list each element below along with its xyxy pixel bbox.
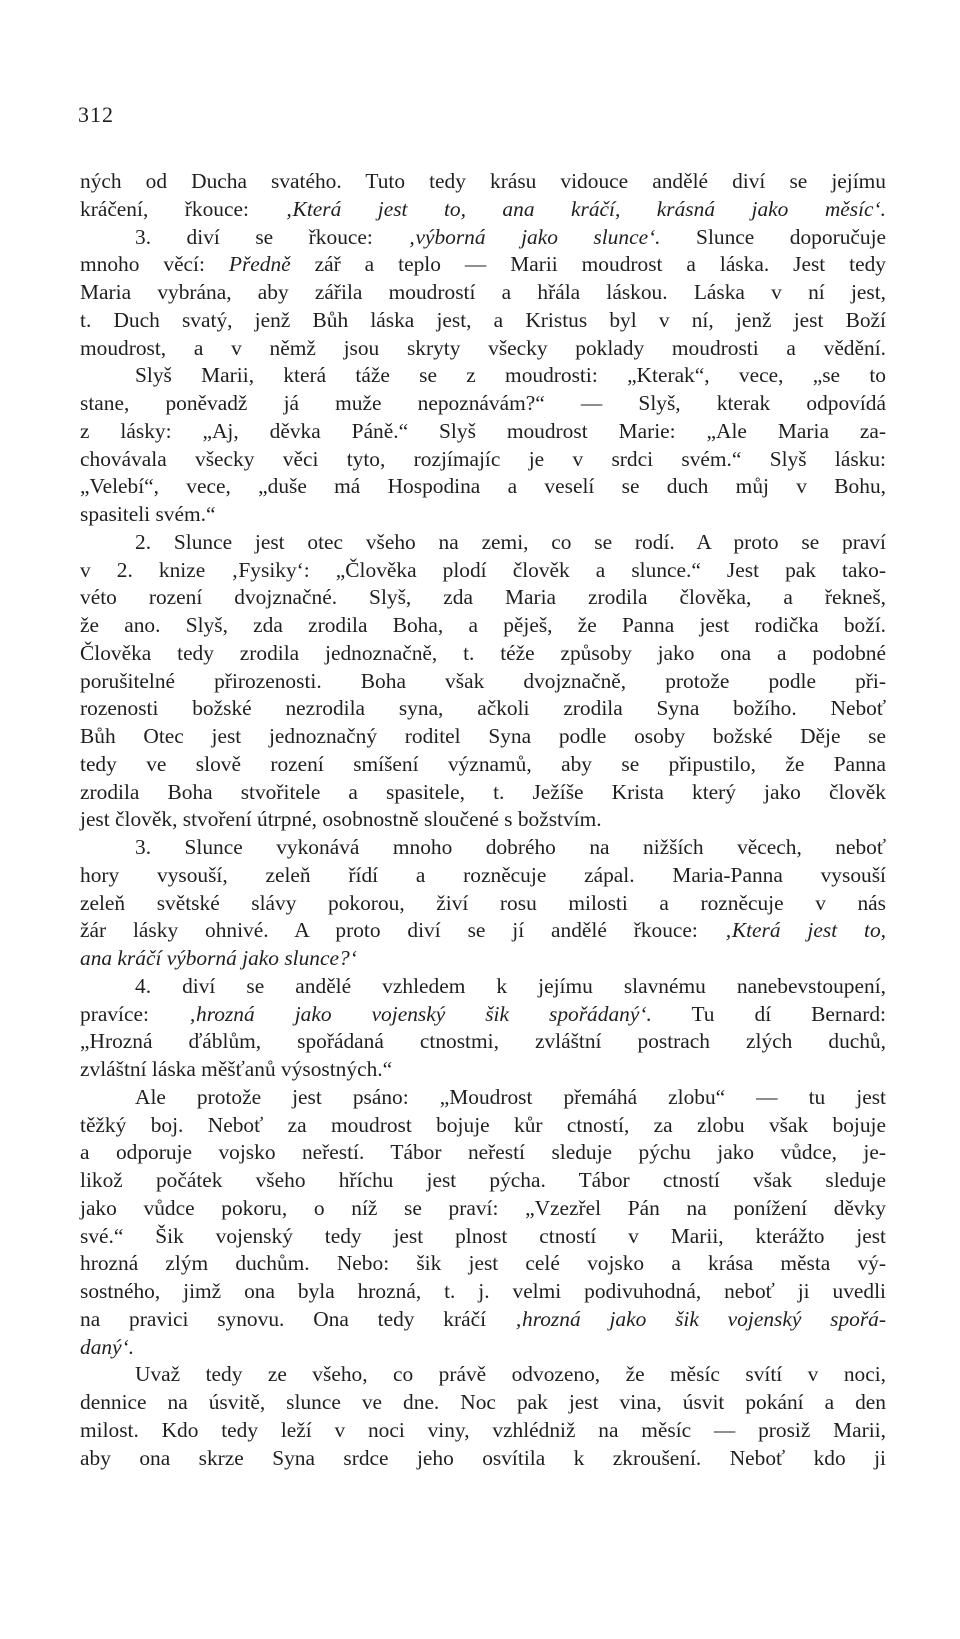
text-line: likož počátek všeho hříchu jest pýcha. Tábor ctností však sleduje <box>80 1168 886 1192</box>
text-line: hory vysouší, zeleň řídí a rozněcuje zápal. Maria-Panna vysouší <box>80 862 886 887</box>
text-line: stane, poněvadž já muže nepoznávám?“ — Slyš, kterak odpovídá <box>80 391 886 415</box>
italic-quote: Předně <box>228 252 291 277</box>
text-line <box>80 945 886 973</box>
italic-quote: ‚hrozná jako vojenský šik spořádaný‘. <box>188 1001 652 1026</box>
text-line: v 2. knize ‚Fysiky‘: „Člověka plodí člověk a slunce.“ Jest pak tako- <box>80 557 886 582</box>
text-line: zrodila Boha stvořitele a spasitele, t. Ježíše Krista který jako člověk <box>80 779 886 804</box>
text-run: Slunce doporučuje <box>660 224 887 249</box>
text-line <box>80 1334 886 1362</box>
text-line: zvláštní láska měšťanů výsostných.“ <box>80 1057 393 1081</box>
text-line: těžký boj. Neboť za moudrost bojuje kůr ctností, za zlobu však bojuje <box>80 1112 886 1137</box>
italic-quote: ‚Která jest to, <box>724 918 886 943</box>
italic-quote: daný‘. <box>80 1334 135 1359</box>
text-line: moudrost, a v němž jsou skryty všecky poklady moudrosti a vědění. <box>80 335 886 360</box>
text-run: žár lásky ohnivé. A proto diví se jí andělé řkouce: <box>80 918 725 943</box>
text-line: z lásky: „Aj, děvka Páně.“ Slyš moudrost Marie: „Ale Maria za- <box>80 418 886 443</box>
text-line: dennice na úsvitě, slunce ve dne. Noc pak jest vina, úsvit pokání a den <box>80 1390 886 1414</box>
text-run: na pravici synovu. Ona tedy kráčí <box>80 1306 515 1331</box>
text-line: „Velebí“, vece, „duše má Hospodina a veselí se duch můj v Bohu, <box>80 474 886 499</box>
text-line <box>80 251 886 279</box>
text-line: Uvaž tedy ze všeho, co právě odvozeno, že měsíc svítí v noci, <box>135 1362 886 1387</box>
text-line: porušitelné přirozenosti. Boha však dvojznačně, protože podle při- <box>80 668 886 693</box>
text-line: své.“ Šik vojenský tedy jest plnost ctností v Marii, kterážto jest <box>80 1223 886 1248</box>
text-line <box>80 917 886 945</box>
text-line: 4. diví se andělé vzhledem k jejímu slavnému nanebevstoupení, <box>135 973 886 998</box>
text-line: jako vůdce pokoru, o níž se praví: „Vzezřel Pán na ponížení děvky <box>80 1195 886 1220</box>
text-line: a odporuje vojsko neřestí. Tábor neřestí sleduje pýchu jako vůdce, je- <box>80 1140 886 1165</box>
text-line: 3. Slunce vykonává mnoho dobrého na nižších věcech, neboť <box>135 835 886 859</box>
page-number: 312 <box>78 102 114 127</box>
text-line: véto rození dvojznačné. Slyš, zda Maria zrodila člověka, a řekneš, <box>80 585 886 610</box>
italic-quote: ‚Která jest to, ana kráčí, krásná jako měsíc‘. <box>285 196 887 221</box>
text-line: spasiteli svém.“ <box>80 502 216 526</box>
text-line: Bůh Otec jest jednoznačný roditel Syna podle osoby božské Děje se <box>80 724 886 748</box>
italic-quote: ‚výborná jako slunce‘. <box>408 224 661 249</box>
text-line <box>80 1306 886 1334</box>
text-line: Ale protože jest psáno: „Moudrost přemáhá zlobu“ — tu jest <box>135 1084 886 1109</box>
text-line: chovávala všecky věci tyto, rozjímajíc je v srdci svém.“ Slyš lásku: <box>80 446 886 471</box>
text-line: aby ona skrze Syna srdce jeho osvítila k zkroušení. Neboť kdo ji <box>80 1445 886 1470</box>
text-run: Tu dí Bernard: <box>651 1001 886 1026</box>
text-line <box>80 1001 886 1029</box>
text-line: „Hrozná ďáblům, spořádaná ctnostmi, zvláštní postrach zlých duchů, <box>80 1029 886 1054</box>
text-run: 3. diví se řkouce: <box>135 224 409 249</box>
text-line: zeleň světské slávy pokorou, živí rosu milosti a rozněcuje v nás <box>80 890 886 915</box>
text-line: hrozná zlým duchům. Nebo: šik jest celé vojsko a krása města vý- <box>80 1251 886 1276</box>
text-line: Maria vybrána, aby zářila moudrostí a hřála láskou. Láska v ní jest, <box>80 280 886 304</box>
text-run: mnoho věcí: <box>80 252 229 277</box>
text-line: ných od Ducha svatého. Tuto tedy krásu vidouce andělé diví se jejímu <box>80 169 886 193</box>
text-line <box>80 196 886 224</box>
text-line: Člověka tedy zrodila jednoznačně, t. téže způsoby jako ona a podobné <box>80 640 886 665</box>
text-line: t. Duch svatý, jenž Bůh láska jest, a Kristus byl v ní, jenž jest Boží <box>80 307 886 332</box>
text-line: tedy ve slově rození smíšení významů, aby se připustilo, že Panna <box>80 751 886 776</box>
text-line: milost. Kdo tedy leží v noci viny, vzhlédniž na měsíc — prosiž Marii, <box>80 1417 886 1442</box>
body-text <box>80 168 886 1472</box>
text-run: kráčení, řkouce: <box>80 196 286 221</box>
text-run: pravíce: <box>80 1001 189 1026</box>
text-line: Slyš Marii, která táže se z moudrosti: „Kterak“, vece, „se to <box>135 363 886 388</box>
text-line: že ano. Slyš, zda zrodila Boha, a pěješ, že Panna jest rodička boží. <box>80 613 886 637</box>
text-line <box>80 224 886 252</box>
text-line: sostného, jimž ona byla hrozná, t. j. velmi podivuhodná, neboť ji uvedli <box>80 1279 886 1303</box>
italic-quote: ‚hrozná jako šik vojenský spořá- <box>514 1306 887 1331</box>
text-line: rozenosti božské nezrodila syna, ačkoli zrodila Syna božího. Neboť <box>80 696 886 721</box>
text-run: zář a teplo — Marii moudrost a láska. Jest tedy <box>290 252 886 277</box>
italic-quote: ana kráčí výborná jako slunce?‘ <box>80 946 357 970</box>
text-line: jest člověk, stvoření útrpné, osobnostně sloučené s božstvím. <box>80 807 602 832</box>
text-line: 2. Slunce jest otec všeho na zemi, co se rodí. A proto se praví <box>135 529 886 554</box>
